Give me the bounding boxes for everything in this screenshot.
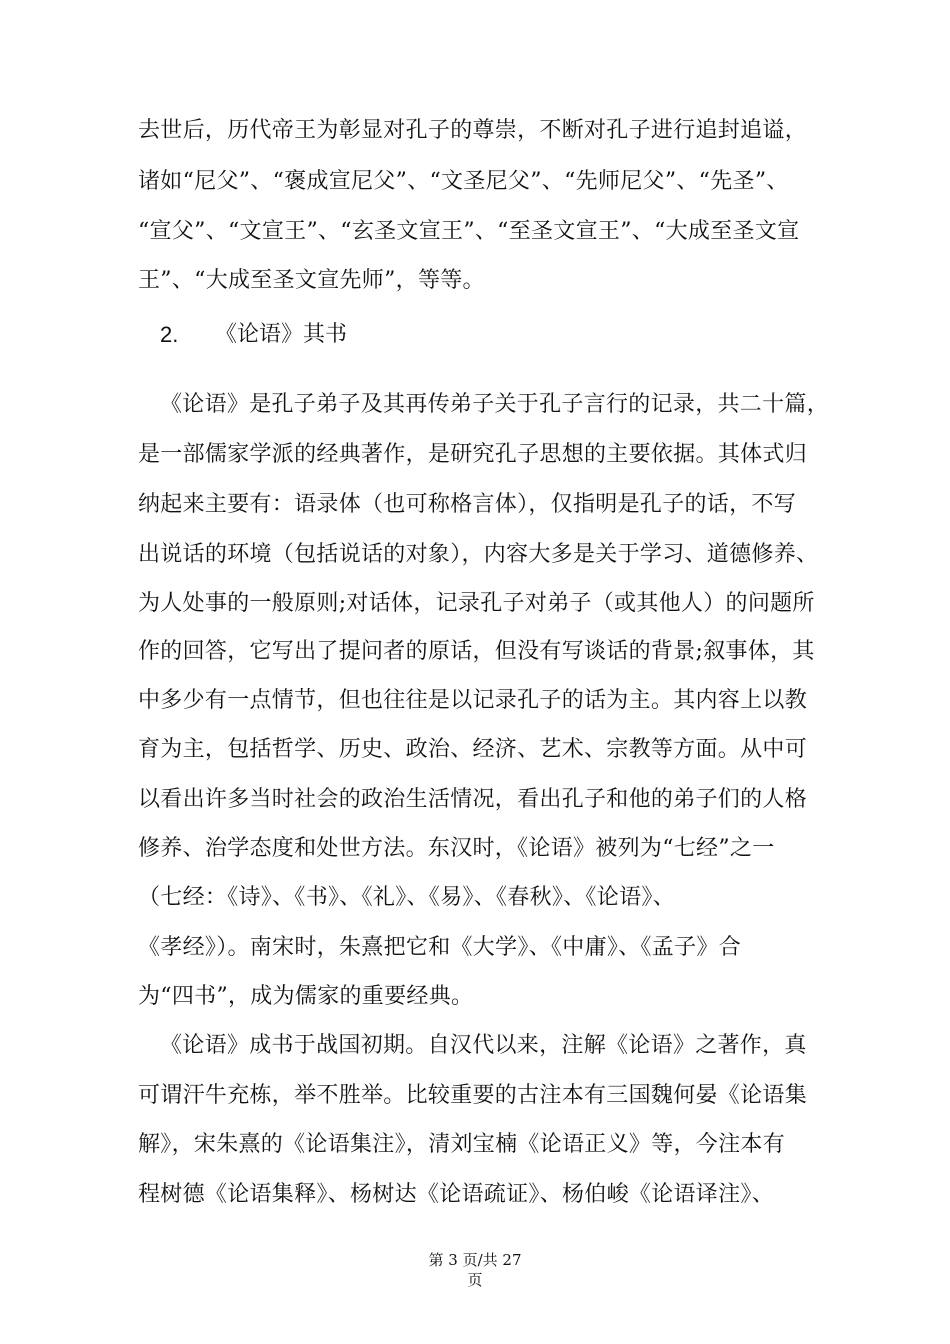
body-text-line: 程树德《论语集释》、杨树达《论语疏证》、杨伯峻《论语译注》、 [138,1182,775,1207]
body-text-line: 解》，宋朱熹的《论语集注》，清刘宝楠《论语正义》等，今注本有 [138,1132,786,1157]
body-text-line: 为人处事的一般原则;对话体，记录孔子对弟子（或其他人）的问题所 [138,591,815,616]
body-text-line: 诸如“尼父”、“褒成宣尼父”、“文圣尼父”、“先师尼父”、“先圣”、 [138,169,789,194]
body-text-line: “宣父”、“文宣王”、“玄圣文宣王”、“至圣文宣王”、“大成至圣文宣 [138,219,800,244]
body-text-line: 出说话的环境（包括说话的对象），内容大多是关于学习、道德修养、 [138,542,819,567]
body-text-line: 为“四书”，成为儒家的重要经典。 [138,984,474,1009]
body-text-line: 《论语》成书于战国初期。自汉代以来，注解《论语》之著作，真 [160,1033,807,1058]
body-text-line: 王”、“大成至圣文宣先师”，等等。 [138,268,485,293]
body-text-line: 纳起来主要有：语录体（也可称格言体），仅指明是孔子的话，不写 [138,492,797,517]
body-text-line: （七经：《诗》、《书》、《礼》、《易》、《春秋》、《论语》、 [138,885,676,910]
body-text-line: 可谓汗牛充栋，举不胜举。比较重要的古注本有三国魏何晏《论语集 [138,1083,808,1108]
body-text-line: 中多少有一点情节，但也往往是以记录孔子的话为主。其内容上以教 [138,688,808,713]
body-text-line: 《孝经》）。南宋时，朱熹把它和《大学》、《中庸》、《孟子》合 [138,935,742,960]
body-text-line: 《论语》是孔子弟子及其再传弟子关于孔子言行的记录，共二十篇， [160,392,830,417]
page-footer-number: 第 3 页/共 27 [428,1251,522,1269]
body-text-line: 作的回答，它写出了提问者的原话，但没有写谈话的背景;叙事体，其 [138,639,815,664]
page-footer-suffix: 页 [467,1271,483,1289]
body-text-line: 以看出许多当时社会的政治生活情况，看出孔子和他的弟子们的人格 [138,787,808,812]
body-text-line: 是一部儒家学派的经典著作，是研究孔子思想的主要依据。其体式归 [138,442,808,467]
body-text-line: 去世后，历代帝王为彰显对孔子的尊崇，不断对孔子进行追封追谥， [138,118,808,143]
body-text-line: 修养、治学态度和处世方法。东汉时，《论语》被列为“七经”之一 [138,836,775,861]
section-number: 2. [160,322,179,347]
body-text-line: 育为主，包括哲学、历史、政治、经济、艺术、宗教等方面。从中可 [138,737,808,762]
section-title: 《论语》其书 [215,322,348,347]
